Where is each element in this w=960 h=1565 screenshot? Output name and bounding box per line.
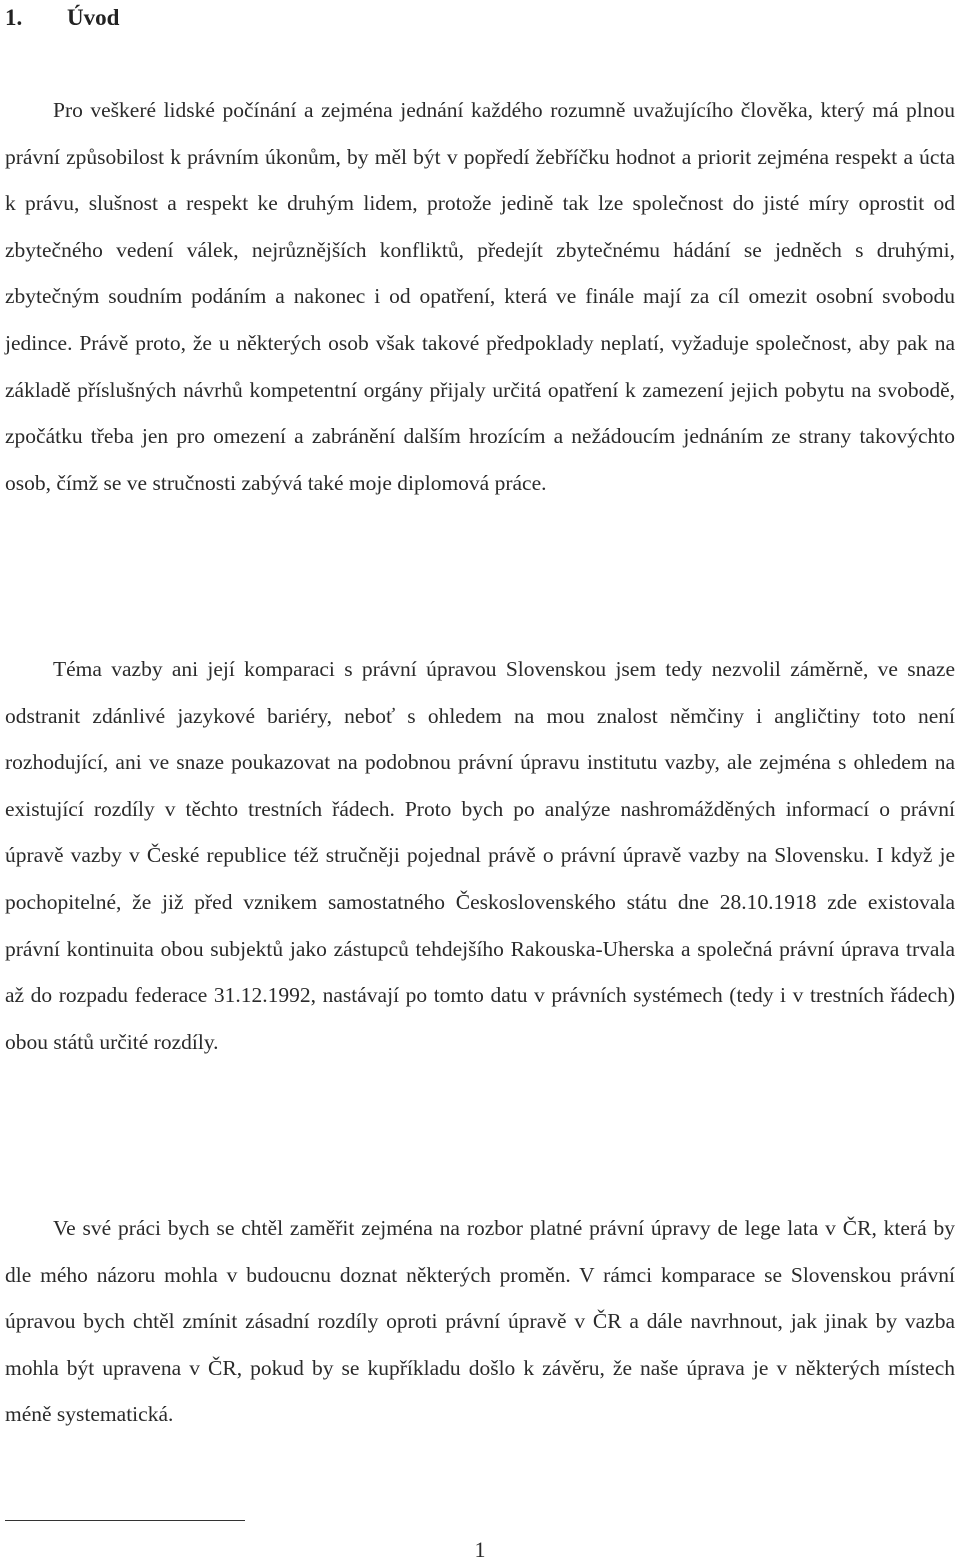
paragraph-thesis-aim: Ve své práci bych se chtěl zaměřit zejména na rozbor platné právní úpravy de lege lata v ČR, která by dle mého názoru mohla v budoucnu doznat některých proměn. V rámci komparace se Slovenskou právní úpravou bych chtěl zmínit zásadní rozdíly oproti právní úpravě v ČR a dále navrhnout, jak jinak by vazba mohla být upravena v ČR, pokud by se kupříkladu došlo k závěru, že naše úprava je v některých místech méně systematická. [5,1216,955,1427]
footnote-separator [5,1520,245,1521]
page-number: 1 [474,1537,486,1562]
paragraph-intro: Pro veškeré lidské počínání a zejména jednání každého rozumně uvažujícího člověka, který má plnou právní způsobilost k právním úkonům, by měl být v popředí žebříčku hodnot a priorit zejména respekt a úcta k právu, slušnost a respekt ke druhým lidem, protože jedině tak lze společnost do jisté míry oprostit od zbytečného vedení válek, nejrůznějších konfliktů, předejít zbytečnému hádání se jedněch s druhými, zbytečným soudním podáním a nakonec i od opatření, která ve finále mají za cíl omezit osobní svobodu jedince. Právě proto, že u některých osob však takové předpoklady neplatí, vyžaduje společnost, aby pak na základě příslušných návrhů kompetentní orgány přijaly určitá opatření k zamezení jejich pobytu na svobodě, zpočátku třeba jen pro omezení a zabránění dalším hrozícím a nežádoucím jednáním ze strany takovýchto osob, čímž se ve stručnosti zabývá také moje diplomová práce. [5,98,955,495]
paragraph-topic-choice: Téma vazby ani její komparaci s právní úpravou Slovenskou jsem tedy nezvolil záměrně, ve snaze odstranit zdánlivé jazykové bariéry, neboť s ohledem na mou znalost němčiny i angličtiny toto není rozhodující, ani ve snaze poukazovat na podobnou právní úpravu institutu vazby, ale zejména s ohledem na existující rozdíly v těchto trestních řádech. Proto bych po analýze nashromážděných informací o právní úpravě vazby v České republice též stručněji pojednal právě o právní úpravě vazby na Slovensku. I když je pochopitelné, že již před vznikem samostatného Československého státu dne 28.10.1918 zde existovala právní kontinuita obou subjektů jako zástupců tehdejšího Rakouska-Uherska a společná právní úprava trvala až do rozpadu federace 31.12.1992, nastávají po tomto datu v právních systémech (tedy i v trestních řádech) obou států určité rozdíly. [5,657,955,1054]
section-heading [5,2,119,34]
section-number: 1. [5,5,23,30]
section-title: Úvod [67,5,120,30]
